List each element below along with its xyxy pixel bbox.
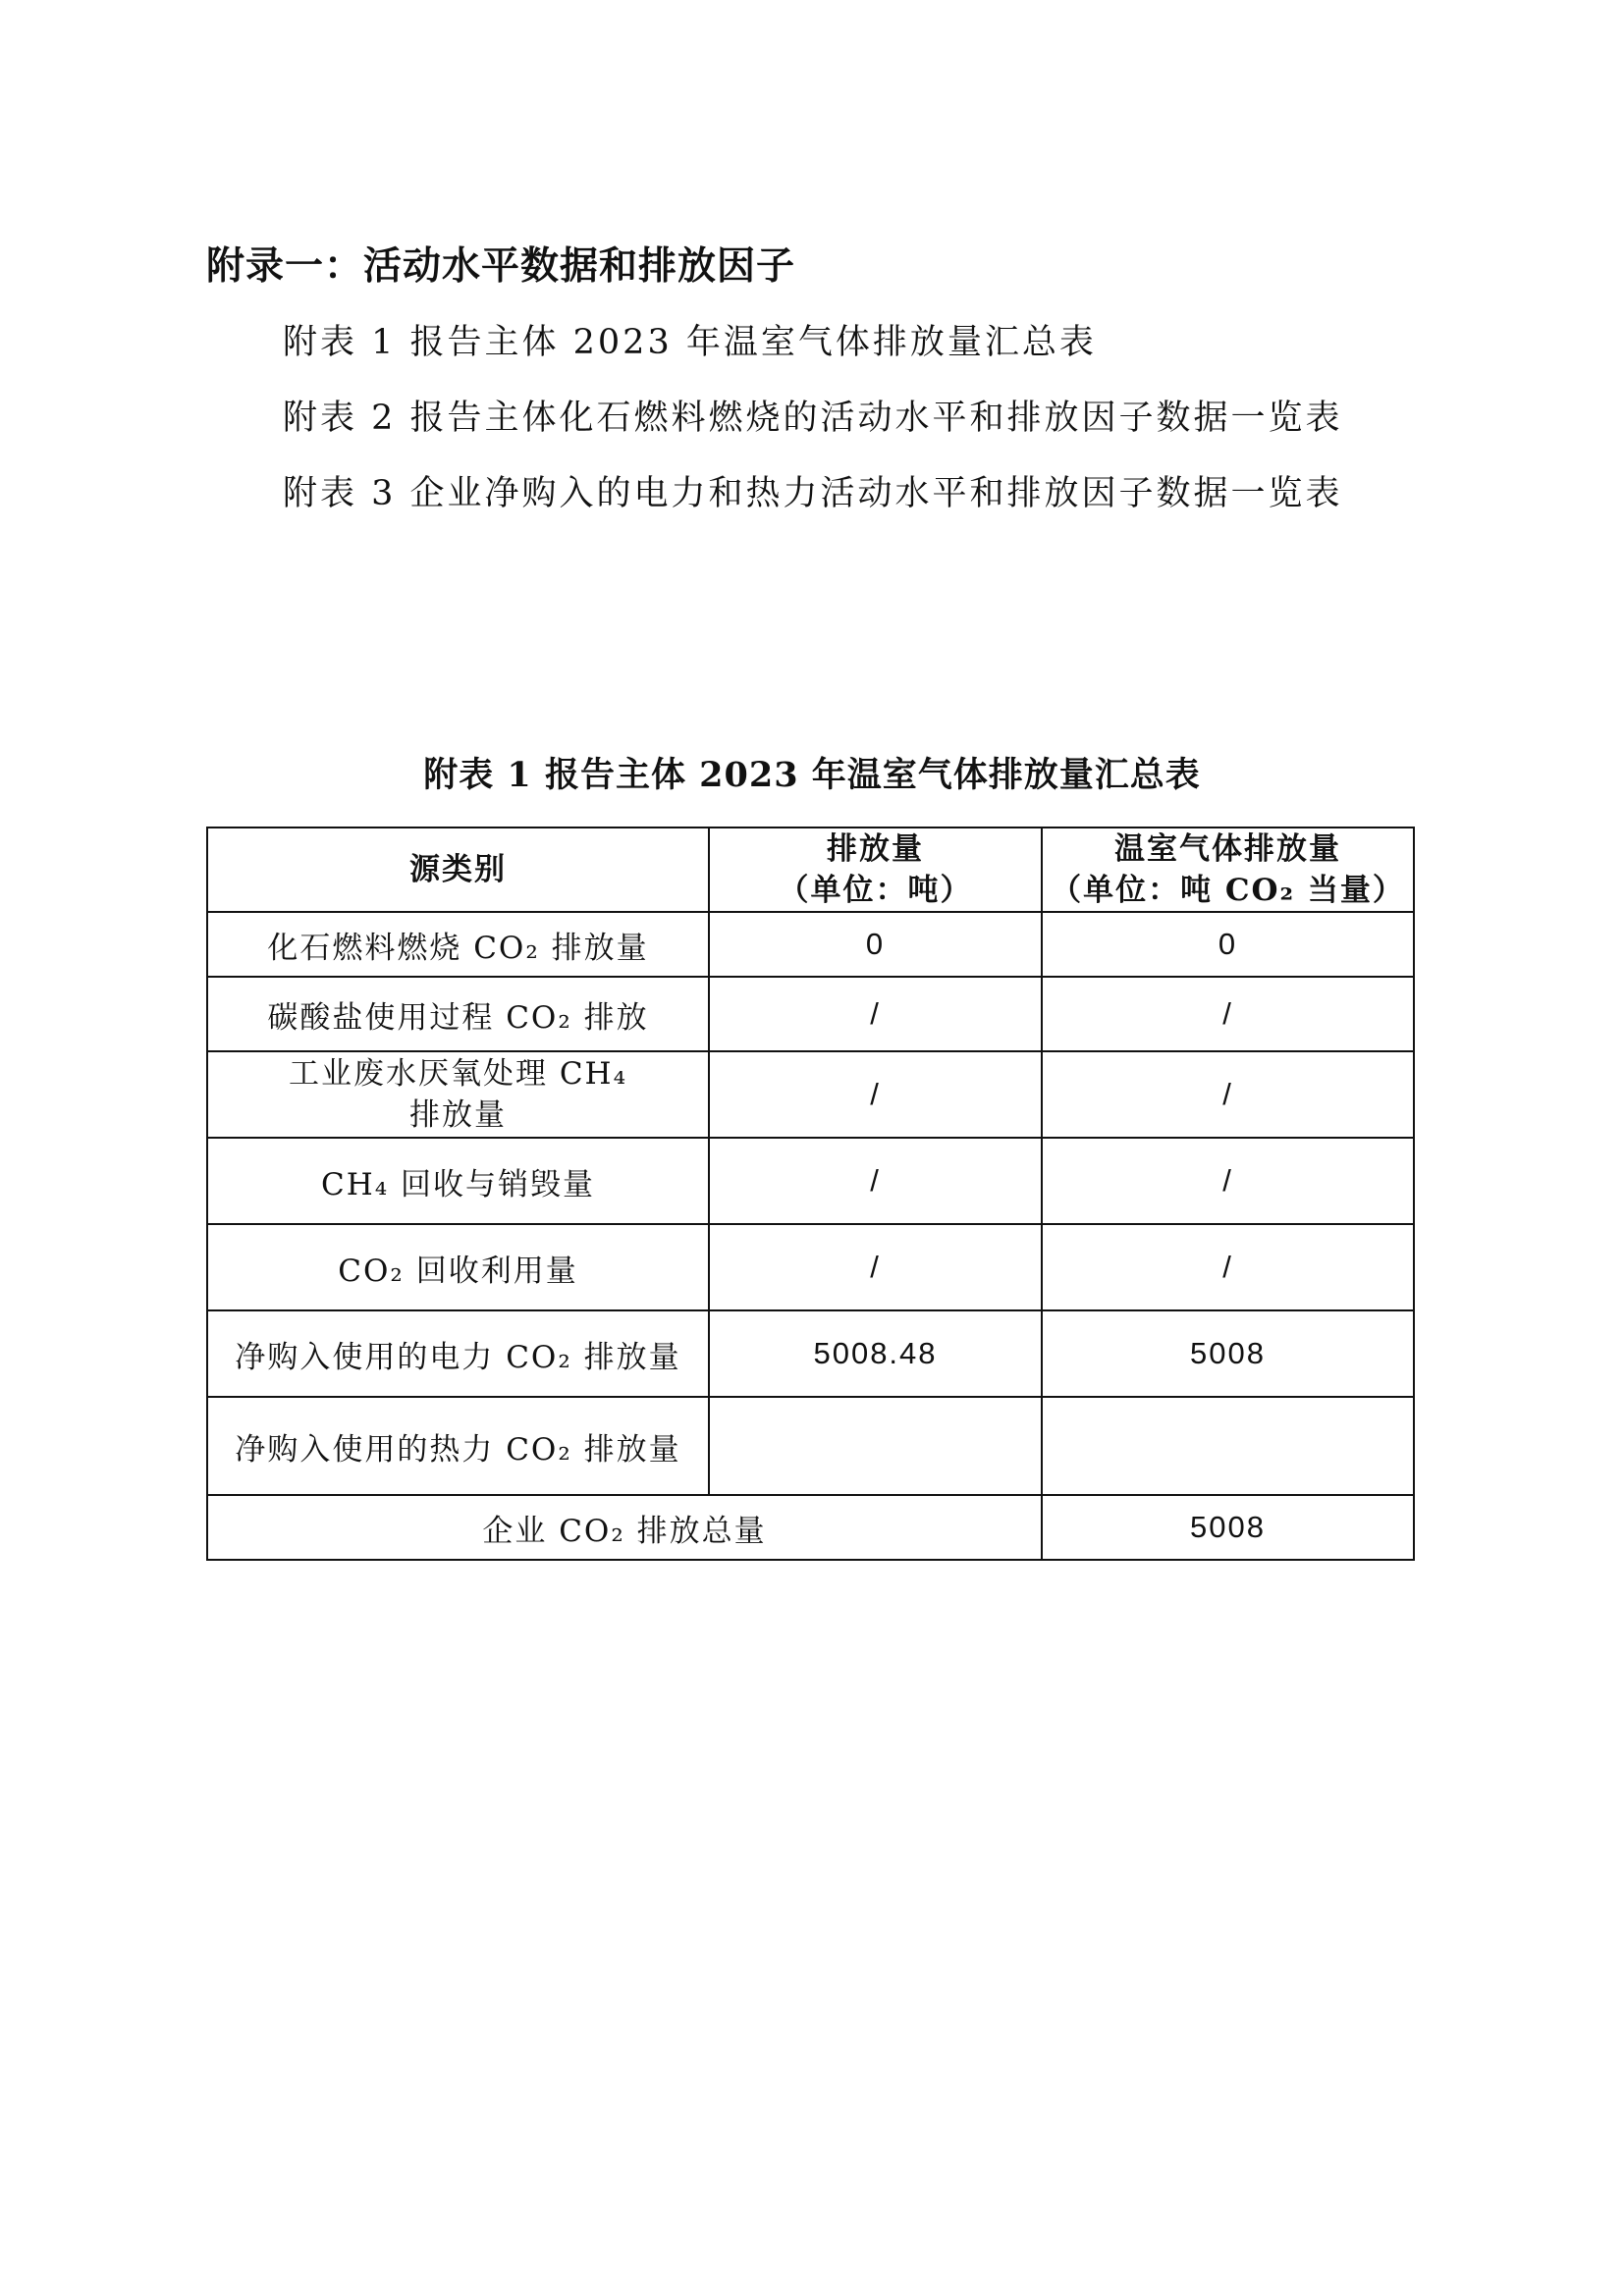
source-cell: 净购入使用的电力 CO₂ 排放量 <box>207 1310 709 1397</box>
table-row <box>207 1051 1414 1138</box>
toc-item-table-1: 附表 1 报告主体 2023 年温室气体排放量汇总表 <box>283 323 1097 362</box>
emission-cell: / <box>709 1051 1042 1138</box>
source-cell: CO₂ 回收利用量 <box>207 1224 709 1310</box>
table-row <box>207 977 1414 1051</box>
header-source-category: 源类别 <box>207 828 709 912</box>
ghg-cell: 0 <box>1042 912 1414 977</box>
table-header-row <box>207 828 1414 912</box>
table-row <box>207 912 1414 977</box>
appendix-heading: 附录一：活动水平数据和排放因子 <box>206 244 796 289</box>
ghg-cell: / <box>1042 1051 1414 1138</box>
header-emission-amount: 排放量 （单位：吨） <box>709 828 1042 912</box>
table-row <box>207 1310 1414 1397</box>
ghg-cell: 5008 <box>1042 1310 1414 1397</box>
total-value: 5008 <box>1042 1495 1414 1560</box>
table-total-row <box>207 1495 1414 1560</box>
ghg-cell: / <box>1042 977 1414 1051</box>
ghg-cell: / <box>1042 1224 1414 1310</box>
source-cell: 工业废水厌氧处理 CH₄ 排放量 <box>207 1051 709 1138</box>
toc-item-table-2: 附表 2 报告主体化石燃料燃烧的活动水平和排放因子数据一览表 <box>283 399 1343 438</box>
ghg-cell: / <box>1042 1138 1414 1224</box>
toc-item-table-3: 附表 3 企业净购入的电力和热力活动水平和排放因子数据一览表 <box>283 474 1343 513</box>
source-cell: 碳酸盐使用过程 CO₂ 排放 <box>207 977 709 1051</box>
total-label: 企业 CO₂ 排放总量 <box>207 1495 1042 1560</box>
emission-cell: 0 <box>709 912 1042 977</box>
emission-cell: 5008.48 <box>709 1310 1042 1397</box>
emission-cell: / <box>709 1224 1042 1310</box>
emission-cell: / <box>709 1138 1042 1224</box>
source-cell: CH₄ 回收与销毁量 <box>207 1138 709 1224</box>
emission-cell <box>709 1397 1042 1495</box>
source-cell: 化石燃料燃烧 CO₂ 排放量 <box>207 912 709 977</box>
emission-cell: / <box>709 977 1042 1051</box>
ghg-cell <box>1042 1397 1414 1495</box>
source-cell: 净购入使用的热力 CO₂ 排放量 <box>207 1397 709 1495</box>
table-row <box>207 1397 1414 1495</box>
header-ghg-emission: 温室气体排放量 （单位：吨 CO₂ 当量） <box>1042 828 1414 912</box>
table-title: 附表 1 报告主体 2023 年温室气体排放量汇总表 <box>423 755 1201 795</box>
table-row <box>207 1224 1414 1310</box>
emission-summary-table <box>206 827 1415 1561</box>
table-row <box>207 1138 1414 1224</box>
